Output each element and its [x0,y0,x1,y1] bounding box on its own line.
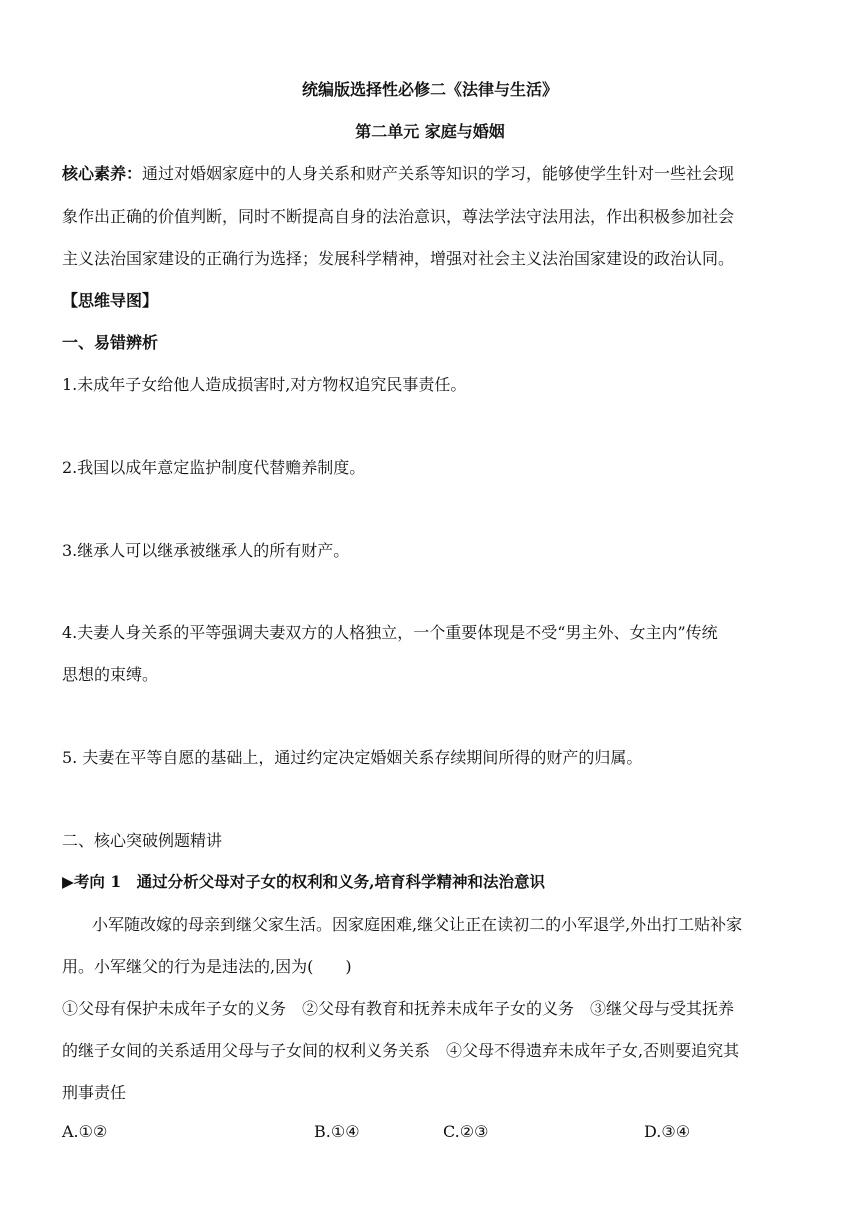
unit-title: 第二单元 家庭与婚姻 [355,122,505,141]
core-literacy-text-1: 通过对婚姻家庭中的人身关系和财产关系等知识的学习，能够使学生针对一些社会现 [142,164,735,183]
section-2-heading: 二、核心突破例题精讲 [62,831,223,850]
error-item-5: 5. 夫妻在平等自愿的基础上，通过约定决定婚姻关系存续期间所得的财产的归属。 [62,748,643,767]
choice-statements-1: ①父母有保护未成年子女的义务 ②父母有教育和抚养未成年子女的义务 ③继父母与受其抚养 [62,999,735,1018]
question-stem-2: 用。小军继父的行为是违法的,因为( ) [62,957,352,976]
document-title: 统编版选择性必修二《法律与生活》 [301,80,558,99]
option-c: C.②③ [443,1122,489,1141]
choice-statements-3: 刑事责任 [62,1083,127,1102]
error-item-4: 4.夫妻人身关系的平等强调夫妻双方的人格独立，一个重要体现是不受“男主外、女主内”传统 [62,623,718,642]
topic-heading: ▶考向 1 通过分析父母对子女的权利和义务,培育科学精神和法治意识 [62,872,545,891]
core-literacy-line-3: 主义法治国家建设的正确行为选择；发展科学精神，增强对社会主义法治国家建设的政治认同。 [62,249,735,268]
section-1-heading: 一、易错辨析 [62,333,159,352]
option-a: A.①② [62,1122,108,1141]
error-item-4-cont: 思想的束缚。 [62,665,159,684]
option-d: D.③④ [644,1122,691,1141]
mindmap-heading: 【思维导图】 [62,291,159,310]
error-item-2: 2.我国以成年意定监护制度代替赡养制度。 [62,458,366,477]
core-literacy-label: 核心素养： [62,164,143,183]
option-b: B.①④ [314,1122,360,1141]
core-literacy-line-1 [62,161,820,184]
error-item-1: 1.未成年子女给他人造成损害时,对方物权追究民事责任。 [62,375,467,394]
choice-statements-2: 的继子女间的关系适用父母与子女间的权利义务关系 ④父母不得遗弃未成年子女,否则要追究其 [62,1041,740,1060]
question-stem-1: 小军随改嫁的母亲到继父家生活。因家庭困难,继父让正在读初二的小军退学,外出打工贴补家 [92,915,743,934]
error-item-3: 3.继承人可以继承被继承人的所有财产。 [62,541,350,560]
core-literacy-line-2: 象作出正确的价值判断，同时不断提高自身的法治意识，尊法学法守法用法，作出积极参加社会 [62,207,735,226]
